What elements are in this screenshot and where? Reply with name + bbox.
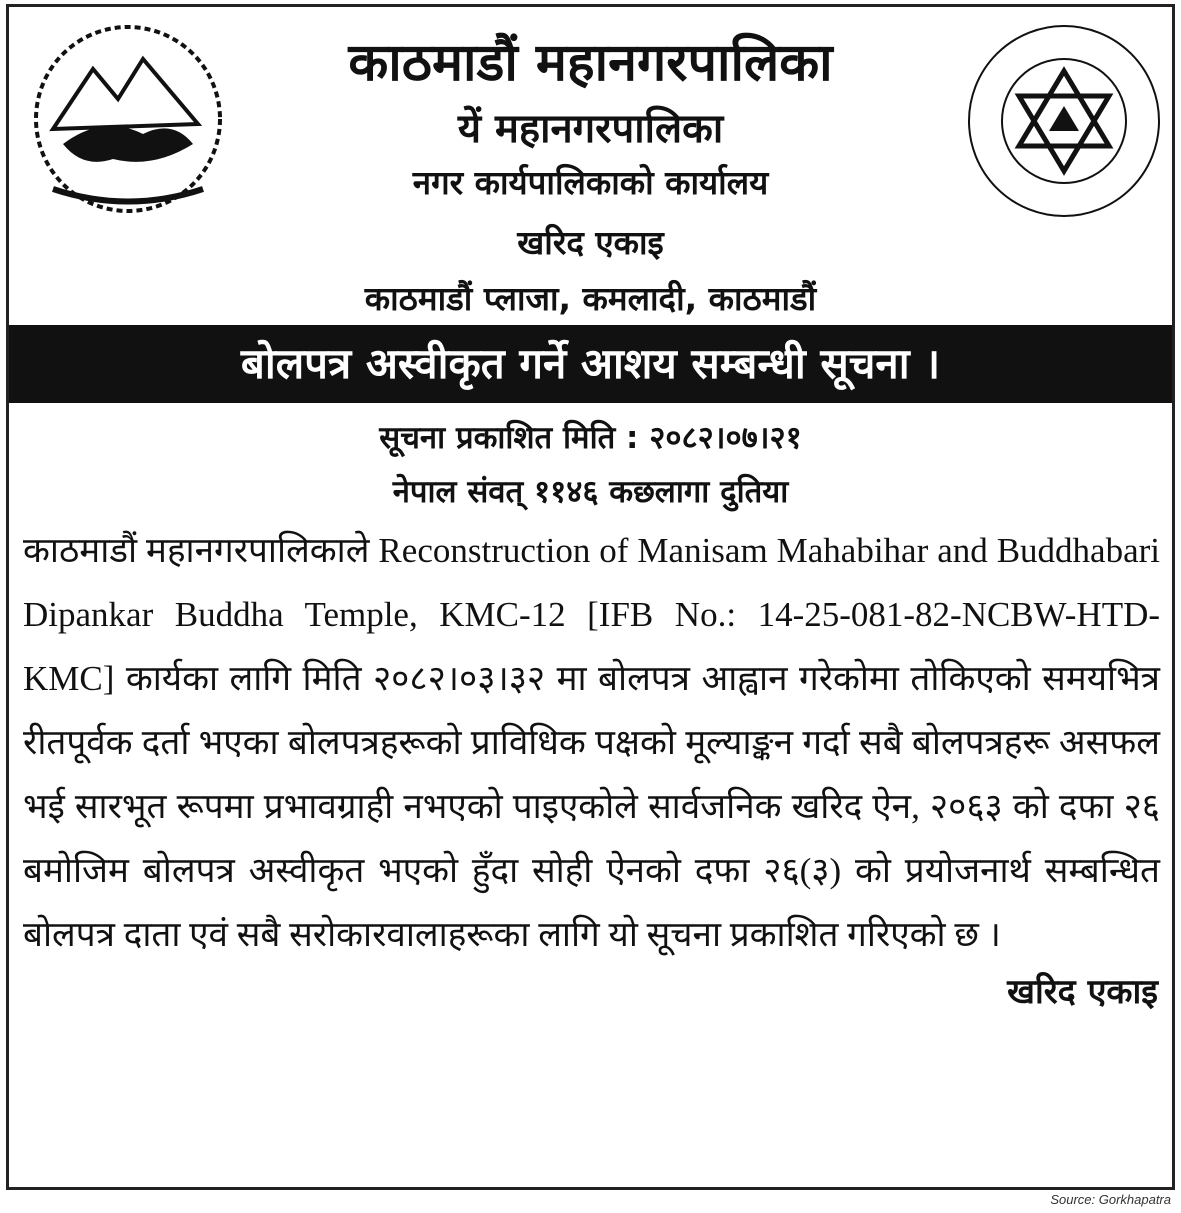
notice-header (9, 7, 1172, 325)
nepal-sambat-date: नेपाल संवत् ११४६ कछलागा दुतिया (392, 474, 789, 510)
publish-date: सूचना प्रकाशित मिति : २०८२।०७।२१ (379, 420, 802, 456)
notice-banner: बोलपत्र अस्वीकृत गर्ने आशय सम्बन्धी सूचना । (9, 325, 1172, 403)
office-name: नगर कार्यपालिकाको कार्यालय (412, 163, 769, 202)
notice (6, 4, 1175, 1190)
notice-body: काठमाडौं महानगरपालिकाले Reconstruction of Manisam Mahabihar and Buddhabari Dipankar Buddha Temple, KMC-12 [IFB No.: 14-25-081-82-NCBW-HTD-KMC] कार्यका लागि मिति २०८२।०३।३२ मा बोलपत्र आह्वान गरेकोमा तोकिएको समयभित्र रीतपूर्वक दर्ता भएका बोलपत्रहरूको प्राविधिक पक्षको मूल्याङ्कन गर्दा सबै बोलपत्रहरू असफल भई सारभूत रूपमा प्रभावग्राही नभएको पाइएकोले सार्वजनिक खरिद ऐन, २०६३ को दफा २६ बमोजिम बोलपत्र अस्वीकृत भएको हुँदा सोही ऐनको दफा २६(३) को प्रयोजनार्थ सम्बन्धित बोलपत्र दाता एवं सबै सरोकारवालाहरूका लागि यो सूचना प्रकाशित गरिएको छ । (23, 531, 1160, 954)
org-title: काठमाडौं महानगरपालिका (348, 33, 833, 93)
source-credit: Source: Gorkhapatra (1050, 1192, 1171, 1207)
org-title-newari: यें महानगरपालिका (457, 106, 724, 152)
kmc-seal-icon (964, 21, 1164, 221)
unit-name: खरिद एकाइ (517, 223, 664, 262)
signature: खरिद एकाइ (1007, 972, 1158, 1012)
address: काठमाडौं प्लाजा, कमलादी, काठमाडौं (364, 279, 817, 318)
